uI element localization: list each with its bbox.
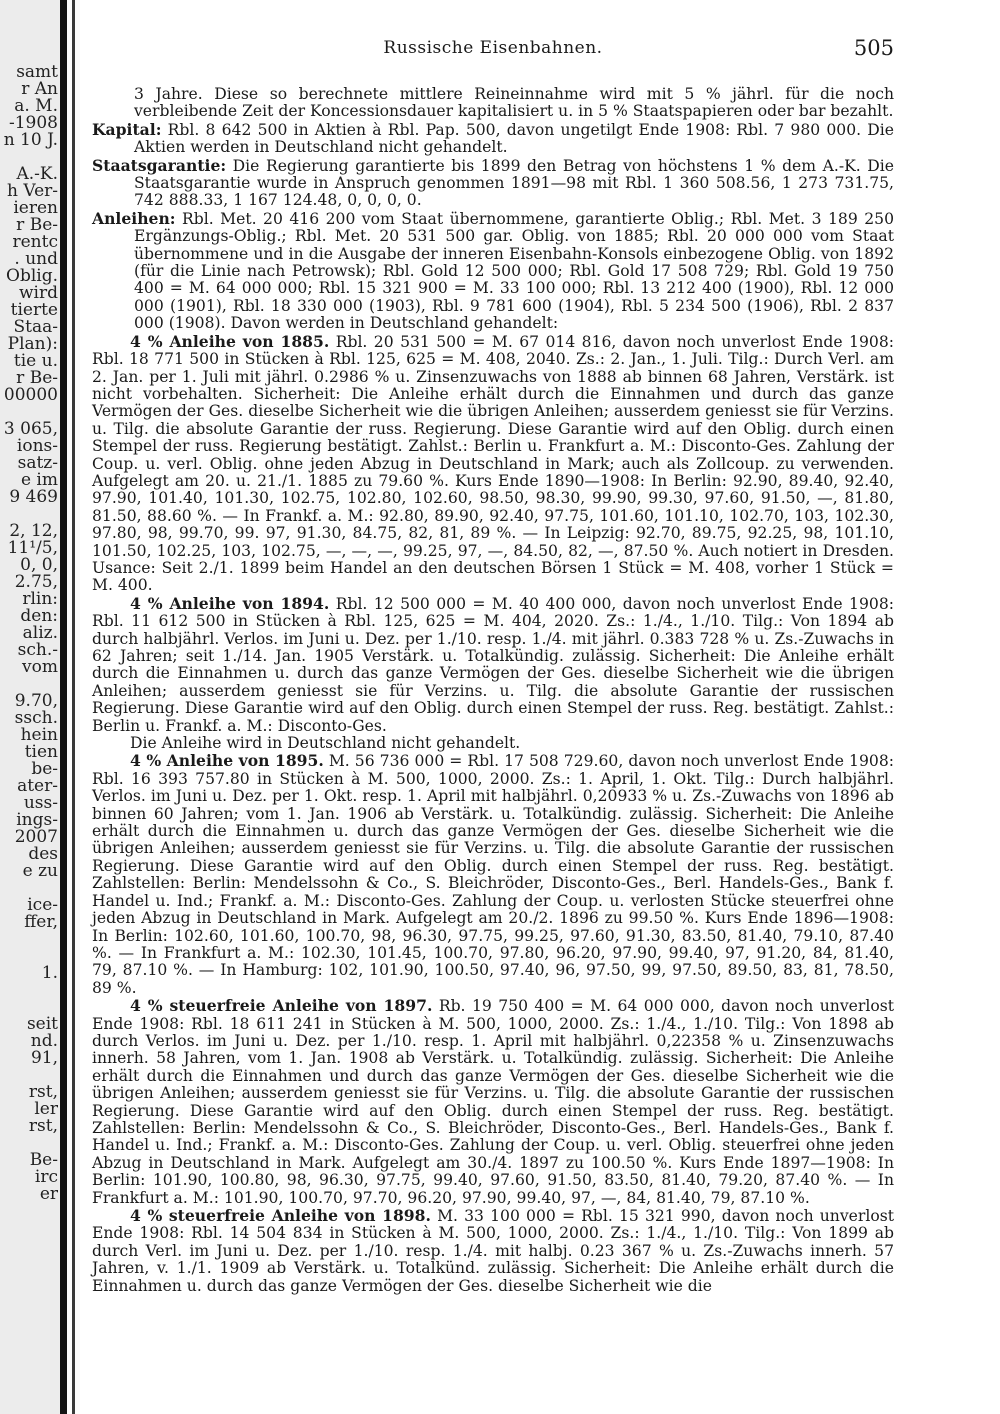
left-page-fragment: er — [39, 1186, 58, 1203]
left-page-fragment: r An — [21, 81, 58, 98]
loan-note: Die Anleihe wird in Deutschland nicht gehandelt. — [130, 734, 521, 753]
page — [92, 0, 894, 1414]
loan-text: M. 56 736 000 = Rbl. 17 508 729.60, davon noch unverlost Ende 1908: Rbl. 16 393 757.80 in Stücken à M. 500, 1000, 2000. Zs.: 1. April, 1. Okt. Tilg.: Durch halbjährl. Verlos. im Juni u. Dez. per 1. Okt. resp. 1. April mit halbjährl. 0,20933 % u. Zs.-Zuwachs von 1896 ab binnen 60 Jahren; vom 1. Jan. 1906 ab Verstärk. u. Totalkündig. zulässig. Sicherheit: Die Anleihe erhält durch die Einnahmen u. durch das ganze Vermögen der Ges. dieselbe Sicherheit wie die übrigen Anleihen; ausserdem geniesst sie für Verzins. u. Tilg. die absolute Garantie der russischen Regierung. Diese Garantie wird auf den Oblig. durch einen Stempel der russ. Reg. bestätigt. Zahlstellen: Berlin: Mendelssohn & Co., S. Bleichröder, Disconto-Ges., Berl. Handels-Ges., Bank f. Handel u. Ind.; Frankf. a. M.: Disconto-Ges. Zahlung der Coup. u. verlosten Stücke steuerfrei ohne jeden Abzug in Deutschland in Mark. Aufgelegt am 20./2. 1896 zu 99.50 %. Kurs Ende 1896—1908: In Berlin: 102.60, 101.60, 100.70, 98, 96.30, 97.75, 99.25, 97.60, 91.30, 83.50, 81.40, 79.10, 87.40 %. — In Frankfurt a. M.: 102.30, 101.45, 100.70, 97.80, 96.20, 97.90, 99.40, 97, 91.20, 84, 81.40, 79, 87.10 %. — In Hamburg: 102, 101.90, 100.50, 97.40, 96, 97.50, 99, 97.50, 89.50, 83, 81, 78.50, 89 %. — [92, 752, 894, 997]
kapital-entry — [92, 121, 894, 157]
left-page-fragment: be- — [31, 761, 58, 778]
anleihen-text: Rbl. Met. 20 416 200 vom Staat übernommene, garantierte Oblig.; Rbl. Met. 3 189 250 Ergänzungs-Oblig.; Rbl. Met. 20 531 500 gar. Oblig. von 1885; Rbl. 20 000 000 vom Staat übernommene und in die Ausgabe der inneren Eisenbahn-Konsols einbezogene Oblig. von 1892 (für die Linie nach Petrowsk); Rbl. Gold 12 500 000; Rbl. Gold 17 508 729; Rbl. Gold 19 750 400 = M. 64 000 000; Rbl. 15 321 900 = M. 33 100 000; Rbl. 13 212 400 (1900), Rbl. 12 000 000 (1901), Rbl. 18 330 000 (1903), Rbl. 9 781 600 (1904), Rbl. 5 234 500 (1906), Rbl. 2 837 000 (1908). Davon werden in Deutschland gehandelt: — [134, 209, 894, 333]
left-page-fragment — [0, 404, 58, 421]
left-page-fragment: 11¹/5, — [7, 540, 58, 557]
left-page-fragment: seit — [26, 1016, 58, 1033]
loan-1895 — [92, 752, 894, 997]
left-page-fragment: ice- — [27, 897, 58, 914]
left-page-fragment: 2007 — [14, 829, 58, 846]
loan-text: Rbl. 20 531 500 = M. 67 014 816, davon noch unverlost Ende 1908: Rbl. 18 771 500 in Stücken à Rbl. 125, 625 = M. 408, 2040. Zs.: 2. Jan., 1. Juli. Tilg.: Durch Verl. am 2. Jan. per 1. Juli mit jährl. 0.2986 % u. Zinsenzuwachs von 1888 ab binnen 68 Jahren, Verstärk. ist nicht vorbehalten. Sicherheit: Die Anleihe erhält durch die Einnahmen und durch das ganze Vermögen der Ges. dieselbe Sicherheit wie die übrigen Anleihen; ausserdem geniesst sie für Verzins. u. Tilg. die absolute Garantie der russ. Regierung. Diese Garantie wird auf den Oblig. durch einen Stempel der russ. Regierung bestätigt. Zahlst.: Berlin u. Frankfurt a. M.: Disconto-Ges. Zahlung der Coup. u. verl. Oblig. ohne jeden Abzug in Deutschland in Mark; auch als Zollcoup. zu verwenden. Aufgelegt am 20. u. 21./1. 1885 zu 79.60 %. Kurs Ende 1890—1908: In Berlin: 92.90, 89.40, 92.40, 97.90, 101.40, 101.30, 102.75, 102.80, 102.60, 98.50, 98.30, 99.90, 99.30, 97.60, 91.50, —, 81.80, 81.50, 88.60 %. — In Frankf. a. M.: 92.80, 89.90, 92.40, 97.75, 101.60, 101.10, 102.70, 103, 102.30, 97.80, 98, 99.70, 99. 97, 91.30, 84.75, 82, 81, 89 %. — In Leipzig: 92.70, 89.75, 92.25, 98, 101.10, 101.50, 102.25, 103, 102.75, —, —, —, 99.25, 97, —, 84.50, 82, —, 87.50 %. Auch notiert in Dresden. Usance: Seit 2./1. 1899 beim Handel an den deutschen Börsen 1 Stück = M. 408, vorher 1 Stück = M. 400. — [92, 332, 894, 595]
left-page-fragment: vom — [22, 659, 58, 676]
left-page-fragment: uss- — [23, 795, 58, 812]
left-page-fragment: den: — [20, 608, 58, 625]
left-page-fragment: nd. — [30, 1033, 58, 1050]
page-binding-rule-thin — [72, 0, 75, 1414]
left-page-fragment: Plan): — [7, 336, 58, 353]
left-page-fragment — [0, 999, 58, 1016]
left-page-fragment: rentc — [12, 234, 58, 251]
left-page-fragment: ssch. — [14, 710, 58, 727]
left-page-fragment: rst, — [28, 1084, 58, 1101]
left-page-fragment: wird — [19, 285, 58, 302]
left-page-fragment: aliz. — [22, 625, 58, 642]
left-page-fragment: 00000 — [3, 387, 58, 404]
left-page-fragment — [0, 506, 58, 523]
left-page-fragment: e im — [20, 472, 58, 489]
loan-title: 4 % Anleihe von 1894. — [130, 593, 330, 613]
loan-title: 4 % steuerfreie Anleihe von 1897. — [130, 996, 433, 1016]
left-page-fragment: A.-K. — [16, 166, 58, 183]
left-page-fragment: 2.75, — [14, 574, 58, 591]
left-page-fragment: tie u. — [13, 353, 58, 370]
anleihen-label: Anleihen: — [92, 208, 176, 228]
left-page-fragment: Be- — [29, 1152, 58, 1169]
left-page-fragment: Staa- — [13, 319, 58, 336]
left-page-fragment: samt — [16, 64, 58, 81]
left-page-fragment: e zu — [22, 863, 58, 880]
intro-paragraph — [92, 86, 894, 121]
loan-1894-note — [92, 735, 894, 752]
loan-1894 — [92, 595, 894, 735]
left-page-fragment: ions- — [16, 438, 58, 455]
left-page-fragment: tierte — [10, 302, 58, 319]
left-page-fragment: 3 065, — [3, 421, 58, 438]
left-page-fragment: 91, — [30, 1050, 58, 1067]
left-page-fragment: 2, 12, — [9, 523, 58, 540]
left-page-fragment: satz- — [17, 455, 58, 472]
left-page-fragment: 0, 0, — [20, 557, 58, 574]
left-page-fragment: ater- — [17, 778, 58, 795]
left-page-fragment — [0, 676, 58, 693]
loan-text: Rbl. 12 500 000 = M. 40 400 000, davon noch unverlost Ende 1908: Rbl. 11 612 500 in Stücken à Rbl. 125, 625 = M. 404, 2020. Zs.: 1./4., 1./10. Tilg.: Von 1894 ab durch halbjährl. Verlos. im Juni u. Dez. per 1./10. resp. 1./4. mit jährl. 0.383 728 % u. Zs.-Zuwachs in 62 Jahren; seit 1./14. Jan. 1905 Verstärk. u. Totalkündig. zulässig. Sicherheit: Die Anleihe erhält durch die Einnahmen u. durch das ganze Vermögen der Ges. dieselbe Sicherheit wie die übrigen Anleihen; ausserdem geniesst sie für Verzins. u. Tilg. die absolute Garantie der russischen Regierung. Diese Garantie wird auf den Oblig. durch einen Stempel der russ. Reg. bestätigt. Zahlst.: Berlin u. Frankf. a. M.: Disconto-Ges. — [92, 594, 894, 735]
kapital-text: Rbl. 8 642 500 in Aktien à Rbl. Pap. 500, davon ungetilgt Ende 1908: Rbl. 7 980 000. Die Aktien werden in Deutschland nicht gehandelt. — [134, 120, 894, 157]
loan-title: 4 % Anleihe von 1895. — [130, 751, 324, 771]
running-head: Russische Eisenbahnen. — [383, 38, 603, 58]
left-page-fragment: Oblig. — [6, 268, 58, 285]
left-page-fragment: ings- — [16, 812, 58, 829]
anleihen-entry — [92, 210, 894, 333]
left-page-fragment — [0, 880, 58, 897]
staatsgarantie-text: Die Regierung garantierte bis 1899 den Betrag von höchstens 1 % dem A.-K. Die Staatsgarantie wurde in Anspruch genommen 1891—98 mit Rbl. 1 360 508.56, 1 273 731.75, 742 888.33, 1 167 124.48, 0, 0, 0, 0. — [134, 156, 894, 210]
left-page-fragment: 9 469 — [9, 489, 58, 506]
left-page-fragment: a. M. — [14, 98, 58, 115]
left-page-fragment: 9.70, — [14, 693, 58, 710]
page-number: 505 — [853, 36, 894, 60]
left-page-fragment — [0, 1067, 58, 1084]
left-page-fragment: ieren — [13, 200, 58, 217]
loan-text: M. 33 100 000 = Rbl. 15 321 990, davon noch unverlost Ende 1908: Rbl. 14 504 834 in Stücken à M. 500, 1000, 2000. Zs.: 1./4., 1./10. Tilg.: Von 1899 ab durch Verl. im Juni u. Dez. per 1./10. resp. 1./4. mit halbj. 0.23 367 % u. Zs.-Zuwachs innerh. 57 Jahren, v. 1./1. 1909 ab Verstärk. u. Totalkünd. zulässig. Sicherheit: Die Anleihe erhält durch die Einnahmen u. durch das ganze Vermögen der Ges. dieselbe Sicherheit wie die — [92, 1207, 894, 1295]
left-page-fragment: . und — [14, 251, 58, 268]
loan-title: 4 % steuerfreie Anleihe von 1898. — [130, 1206, 431, 1225]
left-page-fragment: -1908 — [8, 115, 58, 132]
left-page-fragment: n 10 J. — [3, 132, 58, 149]
left-page-fragment — [0, 931, 58, 948]
left-page-fragment: hein — [20, 727, 58, 744]
left-page-margin — [0, 0, 60, 1414]
left-page-fragment: rst, — [28, 1118, 58, 1135]
left-page-fragment — [0, 982, 58, 999]
left-page-fragment: rlin: — [22, 591, 58, 608]
kapital-label: Kapital: — [92, 119, 162, 139]
left-page-fragment: ffer, — [24, 914, 58, 931]
left-page-fragment — [0, 948, 58, 965]
loan-1897 — [92, 997, 894, 1207]
left-page-fragment: irc — [34, 1169, 58, 1186]
loan-1898 — [92, 1207, 894, 1295]
left-page-fragment: h Ver- — [7, 183, 58, 200]
left-page-fragment: r Be- — [16, 217, 58, 234]
loan-text: Rb. 19 750 400 = M. 64 000 000, davon noch unverlost Ende 1908: Rbl. 18 611 241 in Stücken à M. 500, 1000, 2000. Zs.: 1./4., 1./10. Tilg.: Von 1898 ab durch Verlos. im Juni u. Dez. per 1./10. resp. 1. April mit halbjährl. 0,22358 % u. Zinsenzuwachs innerh. 58 Jahren, vom 1. Jan. 1908 ab Verstärk. u. Totalkündig. zulässig. Sicherheit: Die Anleihe erhält durch die Einnahmen und durch das ganze Vermögen der Ges. dieselbe Sicherheit wie die übrigen Anleihen; ausserdem geniesst sie für Verzins. u. Tilg. die absolute Garantie der russischen Regierung. Diese Garantie wird auf den Oblig. durch einen Stempel der russ. Reg. bestätigt. Zahlstellen: Berlin: Mendelssohn & Co., S. Bleichröder, Disconto-Ges., Berl. Handels-Ges., Bank f. Handel u. Ind.; Frankf. a. M.: Disconto-Ges. Zahlung der Coup. u. verl. Oblig. steuerfrei ohne jeden Abzug in Deutschland in Mark. Aufgelegt am 30./4. 1897 zu 100.50 %. Kurs Ende 1897—1908: In Berlin: 101.90, 100.80, 98, 96.30, 97.75, 99.40, 97.60, 91.50, 83.50, 81.40, 79.20, 87.40 %. — In Frankfurt a. M.: 101.90, 100.70, 97.70, 96.20, 97.90, 99.40, 97, —, 84, 81.40, 79, 87.10 %. — [92, 997, 894, 1207]
staatsgarantie-entry — [92, 157, 894, 210]
intro-text: 3 Jahre. Diese so berechnete mittlere Reineinnahme wird mit 5 % jährl. für die noch verbleibende Zeit der Koncessionsdauer kapitalisiert u. in 5 % Staatspapieren oder bar bezahlt. — [134, 85, 894, 121]
left-page-fragment: ler — [34, 1101, 58, 1118]
page-body — [92, 86, 894, 1295]
left-page-fragment — [0, 1135, 58, 1152]
left-page-fragment: des — [28, 846, 58, 863]
left-page-fragment: tien — [24, 744, 58, 761]
left-page-fragment — [0, 149, 58, 166]
loan-1885 — [92, 333, 894, 595]
left-page-fragment: 1. — [41, 965, 58, 982]
left-page-text-fragments — [0, 64, 58, 1203]
page-header — [92, 36, 894, 62]
loan-title: 4 % Anleihe von 1885. — [130, 331, 330, 351]
left-page-fragment: sch.- — [17, 642, 58, 659]
page-binding-rule — [60, 0, 67, 1414]
left-page-fragment: r Be- — [16, 370, 58, 387]
staatsgarantie-label: Staatsgarantie: — [92, 155, 227, 175]
